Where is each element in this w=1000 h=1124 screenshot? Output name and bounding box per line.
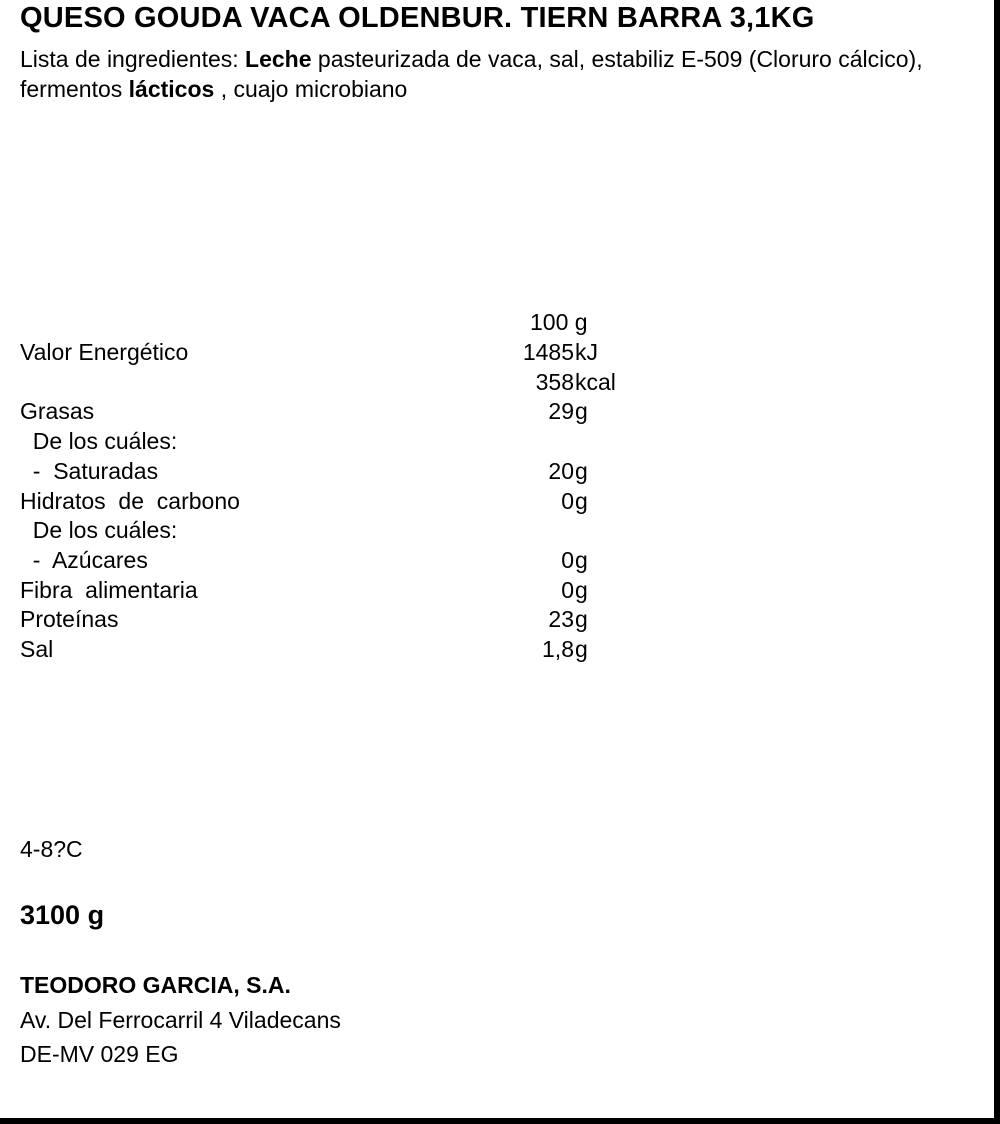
ingredients-text-1: pasteurizada de vaca, sal, estabiliz E-509 (Cloruro cálcico), fermentos (20, 46, 923, 102)
nutrition-value: 0 (561, 577, 574, 603)
nutrition-unit: g (575, 577, 588, 603)
nutrition-value: 1485 (522, 339, 574, 365)
manufacturer-address: Av. Del Ferrocarril 4 Viladecans (20, 1007, 341, 1033)
nutrition-unit: kJ (575, 339, 598, 365)
nutrition-value: 20 (548, 458, 574, 484)
manufacturer-name: TEODORO GARCIA, S.A. (20, 972, 291, 998)
nutrition-label: - Saturadas (20, 458, 159, 484)
ingredient-allergen-lacticos: lácticos (128, 76, 215, 102)
nutrition-value: 1,8 (542, 636, 574, 662)
ingredients-list (20, 44, 960, 104)
nutrition-label: Grasas (20, 398, 95, 424)
nutrition-label: Hidratos de carbono (20, 488, 240, 514)
nutrition-unit: g (575, 398, 588, 424)
manufacturer-code: DE-MV 029 EG (20, 1041, 179, 1067)
nutrition-value: 0 (561, 488, 574, 514)
nutrition-value: 23 (548, 606, 574, 632)
nutrition-unit: g (575, 606, 588, 632)
ingredients-prefix: Lista de ingredientes: (20, 46, 246, 72)
nutrition-label: De los cuáles: (20, 517, 178, 543)
nutrition-header: 100 g (530, 309, 588, 335)
ingredient-allergen-leche: Leche (245, 46, 312, 72)
net-weight: 3100 g (20, 900, 105, 930)
product-title: QUESO GOUDA VACA OLDENBUR. TIERN BARRA 3,1KG (20, 2, 815, 34)
nutrition-unit: g (575, 458, 588, 484)
nutrition-label: Proteínas (20, 606, 119, 632)
storage-temperature: 4-8?C (20, 836, 83, 862)
nutrition-label: Sal (20, 636, 54, 662)
nutrition-value: 358 (535, 369, 574, 395)
nutrition-label: - Azúcares (20, 547, 148, 573)
nutrition-label: De los cuáles: (20, 428, 178, 454)
nutrition-value: 0 (561, 547, 574, 573)
nutrition-unit: g (575, 488, 588, 514)
nutrition-value: 29 (548, 398, 574, 424)
nutrition-label: Fibra alimentaria (20, 577, 198, 603)
nutrition-unit: g (575, 547, 588, 573)
nutrition-unit: kcal (575, 369, 616, 395)
ingredients-text-2: , cuajo microbiano (214, 76, 408, 102)
nutrition-label: Valor Energético (20, 339, 189, 365)
nutrition-unit: g (575, 636, 588, 662)
